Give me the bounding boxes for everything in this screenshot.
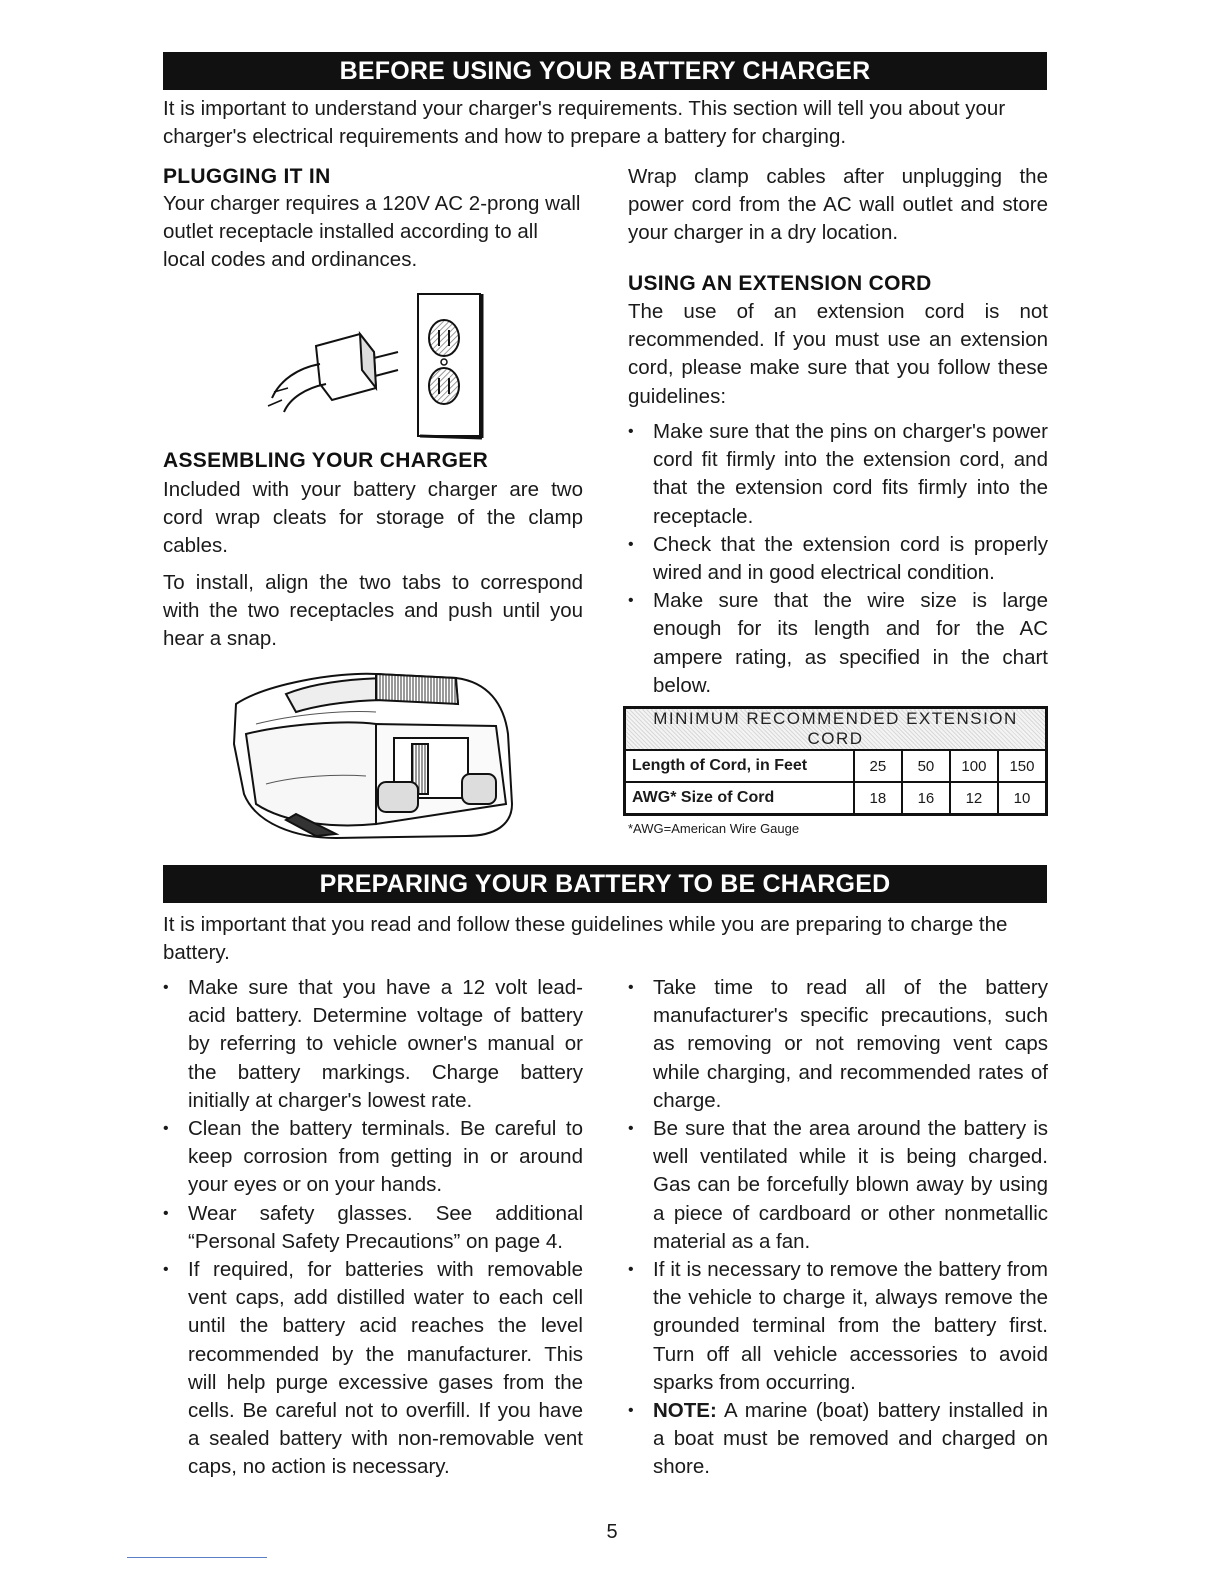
- assembling-heading: ASSEMBLING YOUR CHARGER: [163, 449, 489, 472]
- table-row-label: Length of Cord, in Feet: [625, 750, 854, 782]
- table-cell: 50: [902, 750, 950, 782]
- list-item: • Make sure that the pins on charger's power cord fit firmly into the extension cord, and that the extension cord fits firmly into the receptacle.: [628, 420, 1048, 528]
- list-item: • Make sure that you have a 12 volt lead-acid battery. Determine voltage of battery by referring to vehicle owner's manual or the battery markings. Charge battery initially at charger's lowest rate.: [163, 976, 583, 1112]
- footer-rule: [127, 1557, 267, 1558]
- plug-outlet-illustration: [250, 288, 490, 440]
- list-item: • NOTE: A marine (boat) battery installed in a boat must be removed and charged on shore.: [628, 1399, 1048, 1479]
- preparing-right-bullets: [628, 974, 1048, 1482]
- list-item: • If it is necessary to remove the battery from the vehicle to charge it, always remove the grounded terminal from the battery first. Turn off all vehicle accessories to avoid sparks from occurring.: [628, 1258, 1048, 1394]
- section-banner-before-using: BEFORE USING YOUR BATTERY CHARGER: [163, 52, 1047, 90]
- intro-paragraph: It is important to understand your charger's requirements. This section will tell you about your charger's electrical requirements and how to prepare a battery for charging.: [163, 97, 1006, 149]
- section-banner-preparing: PREPARING YOUR BATTERY TO BE CHARGED: [163, 865, 1047, 903]
- note-text: A marine (boat) battery installed in a boat must be removed and charged on shore.: [653, 1399, 1048, 1479]
- list-item: • If required, for batteries with removable vent caps, add distilled water to each cell until the battery acid reaches the level recommended by the manufacturer. This will help purge excessive gases from the cells. Be careful not to overfill. If you have a sealed battery with non-removable vent caps, no action is necessary.: [163, 1258, 583, 1479]
- plugging-text: Your charger requires a 120V AC 2-prong wall outlet receptacle installed according to all local codes and ordinances.: [163, 192, 581, 272]
- list-item: • Be sure that the area around the battery is well ventilated while it is being charged. Gas can be forcefully blown away by using a piece of cardboard or other nonmetallic material as a fan.: [628, 1117, 1048, 1253]
- list-item: • Make sure that the wire size is large enough for its length and for the AC ampere rating, as specified in the chart below.: [628, 589, 1048, 697]
- extension-bullet-list: [628, 418, 1048, 700]
- preparing-intro: It is important that you read and follow these guidelines while you are preparing to charge the battery.: [163, 913, 1008, 965]
- extension-text: The use of an extension cord is not recommended. If you must use an extension cord, please make sure that you follow these guidelines:: [628, 300, 1048, 408]
- table-footnote: *AWG=American Wire Gauge: [628, 821, 800, 836]
- extension-heading: USING AN EXTENSION CORD: [628, 272, 932, 295]
- plugging-heading: PLUGGING IT IN: [163, 165, 331, 188]
- table-title: MINIMUM RECOMMENDED EXTENSION CORD: [625, 708, 1047, 751]
- table-cell: 12: [950, 782, 998, 815]
- preparing-left-bullets: [163, 974, 583, 1482]
- list-item: • Take time to read all of the battery manufacturer's specific precautions, such as removing or not removing vent caps while charging, and recommended rates of charge.: [628, 976, 1048, 1112]
- assembling-text-2: To install, align the two tabs to correspond with the two receptacles and push until you hear a snap.: [163, 571, 583, 651]
- table-row: [625, 782, 1047, 815]
- table-row: [625, 750, 1047, 782]
- list-item: • Check that the extension cord is properly wired and in good electrical condition.: [628, 532, 1048, 585]
- table-cell: 18: [854, 782, 902, 815]
- table-cell: 10: [998, 782, 1047, 815]
- table-cell: 25: [854, 750, 902, 782]
- table-row-label: AWG* Size of Cord: [625, 782, 854, 815]
- table-cell: 100: [950, 750, 998, 782]
- list-item: • Wear safety glasses. See additional “Personal Safety Precautions” on page 4.: [163, 1201, 583, 1253]
- page-number: 5: [606, 1521, 618, 1543]
- note-label: NOTE:: [653, 1399, 717, 1423]
- table-cell: 150: [998, 750, 1047, 782]
- list-item: • Clean the battery terminals. Be careful to keep corrosion from getting in or around your eyes or on your hands.: [163, 1117, 583, 1197]
- extension-cord-table: [623, 706, 1048, 816]
- charger-illustration: [226, 664, 522, 842]
- wrap-cables-text: Wrap clamp cables after unplugging the power cord from the AC wall outlet and store your charger in a dry location.: [628, 165, 1048, 245]
- table-cell: 16: [902, 782, 950, 815]
- assembling-text-1: Included with your battery charger are two cord wrap cleats for storage of the clamp cables.: [163, 478, 583, 558]
